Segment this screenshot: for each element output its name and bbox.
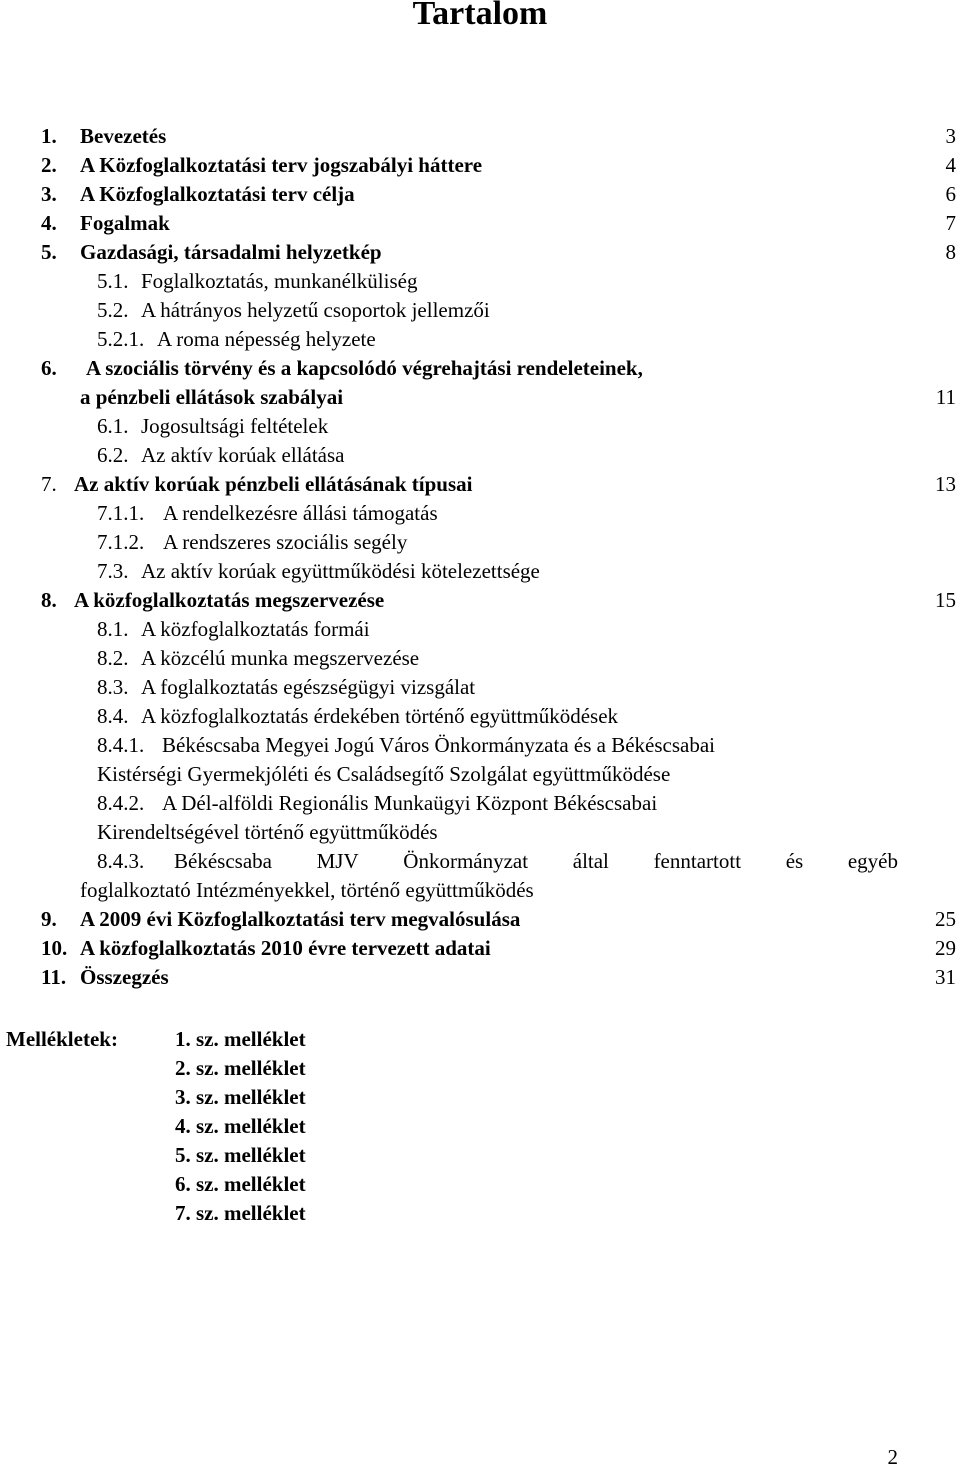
- toc-title: A Dél-alföldi Regionális Munkaügyi Központ Békéscsabai: [162, 791, 658, 815]
- toc-title: A közcélú munka megszervezése: [141, 646, 420, 670]
- toc-entry: [0, 847, 960, 876]
- toc-title: Az aktív korúak együttműködési kötelezettsége: [141, 559, 540, 583]
- toc-entry: [0, 963, 960, 992]
- toc-entry: [0, 412, 960, 441]
- toc-number: 7.1.1.: [97, 501, 145, 525]
- toc-title: Kistérségi Gyermekjóléti és Családsegítő Szolgálat együttműködése: [97, 762, 671, 786]
- toc-page: 15: [935, 588, 956, 612]
- toc-number: 7.3.: [97, 559, 129, 583]
- annex-label: Mellékletek:: [6, 1027, 118, 1051]
- toc-entry: [0, 789, 960, 818]
- toc-title: Gazdasági, társadalmi helyzetkép: [80, 240, 382, 264]
- toc-number: 8.1.: [97, 617, 129, 641]
- toc-number: 3.: [41, 182, 57, 206]
- toc-title: Jogosultsági feltételek: [141, 414, 329, 438]
- toc-number: 5.1.: [97, 269, 129, 293]
- toc-entry: [0, 731, 960, 760]
- annex-item: 3. sz. melléklet: [175, 1085, 306, 1109]
- toc-entry: [0, 296, 960, 325]
- annex-item: 2. sz. melléklet: [175, 1056, 306, 1080]
- annex-item: 1. sz. melléklet: [175, 1027, 306, 1051]
- toc-entry: [0, 528, 960, 557]
- toc-number: 5.2.1.: [97, 327, 145, 351]
- toc-title: A Közfoglalkoztatási terv célja: [80, 182, 355, 206]
- page-title: Tartalom: [412, 0, 548, 32]
- toc-number: 8.: [41, 588, 57, 612]
- toc-page: 11: [935, 385, 956, 409]
- toc-title: a pénzbeli ellátások szabályai: [80, 385, 344, 409]
- toc-entry: [0, 238, 960, 267]
- toc-title: A Közfoglalkoztatási terv jogszabályi háttere: [80, 153, 483, 177]
- toc-entry: [0, 383, 960, 412]
- toc-entry: [0, 876, 960, 905]
- toc-number: 6.: [41, 356, 57, 380]
- toc-number: 6.2.: [97, 443, 129, 467]
- toc-title: [174, 847, 898, 876]
- toc-number: 2.: [41, 153, 57, 177]
- toc-page: 7: [945, 211, 956, 235]
- page-number: 2: [887, 1445, 898, 1469]
- toc-page: 3: [945, 124, 956, 148]
- toc-entry: [0, 325, 960, 354]
- toc-page: 6: [945, 182, 956, 206]
- toc-title: A rendszeres szociális segély: [163, 530, 408, 554]
- toc-entry: [0, 499, 960, 528]
- toc-title: A hátrányos helyzetű csoportok jellemzői: [141, 298, 490, 322]
- toc-word: egyéb: [847, 849, 898, 873]
- annex-item: 5. sz. melléklet: [175, 1143, 306, 1167]
- annex-item: 6. sz. melléklet: [175, 1172, 306, 1196]
- toc-number: 5.: [41, 240, 57, 264]
- toc-title: Összegzés: [80, 965, 169, 989]
- toc-entry: [0, 934, 960, 963]
- toc-number: 8.4.1.: [97, 733, 145, 757]
- toc-number: 7.1.2.: [97, 530, 145, 554]
- toc-number: 11.: [41, 965, 67, 989]
- toc-title: A rendelkezésre állási támogatás: [163, 501, 438, 525]
- toc-entry: [0, 470, 960, 499]
- toc-entry: [0, 818, 960, 847]
- toc-number: 6.1.: [97, 414, 129, 438]
- toc-title: Az aktív korúak pénzbeli ellátásának típusai: [74, 472, 473, 496]
- toc-number: 8.3.: [97, 675, 129, 699]
- toc-entry: [0, 151, 960, 180]
- toc-number: 9.: [41, 907, 57, 931]
- toc-number: 8.4.: [97, 704, 129, 728]
- toc-entry: [0, 644, 960, 673]
- toc-page: 8: [945, 240, 956, 264]
- toc-word: MJV: [316, 849, 359, 873]
- toc-entry: [0, 267, 960, 296]
- annex-item: 7. sz. melléklet: [175, 1201, 306, 1225]
- toc-number: 1.: [41, 124, 57, 148]
- toc-title: foglalkoztató Intézményekkel, történő együttműködés: [80, 878, 534, 902]
- toc-entry: [0, 557, 960, 586]
- toc-title: Kirendeltségével történő együttműködés: [97, 820, 438, 844]
- toc-title: Békéscsaba Megyei Jogú Város Önkormányzata és a Békéscsabai: [162, 733, 716, 757]
- toc-page: 13: [935, 472, 956, 496]
- toc-number: 8.2.: [97, 646, 129, 670]
- toc-title: Bevezetés: [80, 124, 167, 148]
- toc-number: 4.: [41, 211, 57, 235]
- toc-entry: [0, 615, 960, 644]
- toc-word: Önkormányzat: [403, 849, 529, 873]
- toc-word: és: [785, 849, 804, 873]
- toc-title: A közfoglalkoztatás formái: [141, 617, 370, 641]
- toc-entry: [0, 180, 960, 209]
- annex-item: 4. sz. melléklet: [175, 1114, 306, 1138]
- toc-title: Az aktív korúak ellátása: [141, 443, 345, 467]
- toc-entry: [0, 586, 960, 615]
- toc-entry: [0, 209, 960, 238]
- toc-title: Foglalkoztatás, munkanélküliség: [141, 269, 418, 293]
- toc-entry: [0, 354, 960, 383]
- toc-title: A közfoglalkoztatás 2010 évre tervezett adatai: [80, 936, 491, 960]
- toc-word: Békéscsaba: [174, 849, 272, 873]
- toc-title: A szociális törvény és a kapcsolódó végrehajtási rendeleteinek,: [86, 356, 643, 380]
- toc-number: 10.: [41, 936, 68, 960]
- toc-entry: [0, 905, 960, 934]
- toc-word: által: [572, 849, 609, 873]
- toc-page: 25: [935, 907, 956, 931]
- toc-page: 29: [935, 936, 956, 960]
- toc-title: Fogalmak: [80, 211, 170, 235]
- toc-entry: [0, 702, 960, 731]
- toc-word: fenntartott: [653, 849, 742, 873]
- toc-page: 4: [945, 153, 956, 177]
- toc-title: A 2009 évi Közfoglalkoztatási terv megvalósulása: [80, 907, 521, 931]
- toc-title: A foglalkoztatás egészségügyi vizsgálat: [141, 675, 476, 699]
- toc-title: A közfoglalkoztatás megszervezése: [74, 588, 385, 612]
- toc-number: 8.4.2.: [97, 791, 145, 815]
- toc-entry: [0, 760, 960, 789]
- toc-number: 5.2.: [97, 298, 129, 322]
- toc-title: A roma népesség helyzete: [157, 327, 376, 351]
- toc-entry: [0, 122, 960, 151]
- toc-number: 8.4.3.: [97, 849, 145, 873]
- toc-title: A közfoglalkoztatás érdekében történő együttműködések: [141, 704, 619, 728]
- toc-entry: [0, 441, 960, 470]
- toc-entry: [0, 673, 960, 702]
- toc-page: 31: [935, 965, 956, 989]
- toc-number: 7.: [41, 472, 57, 496]
